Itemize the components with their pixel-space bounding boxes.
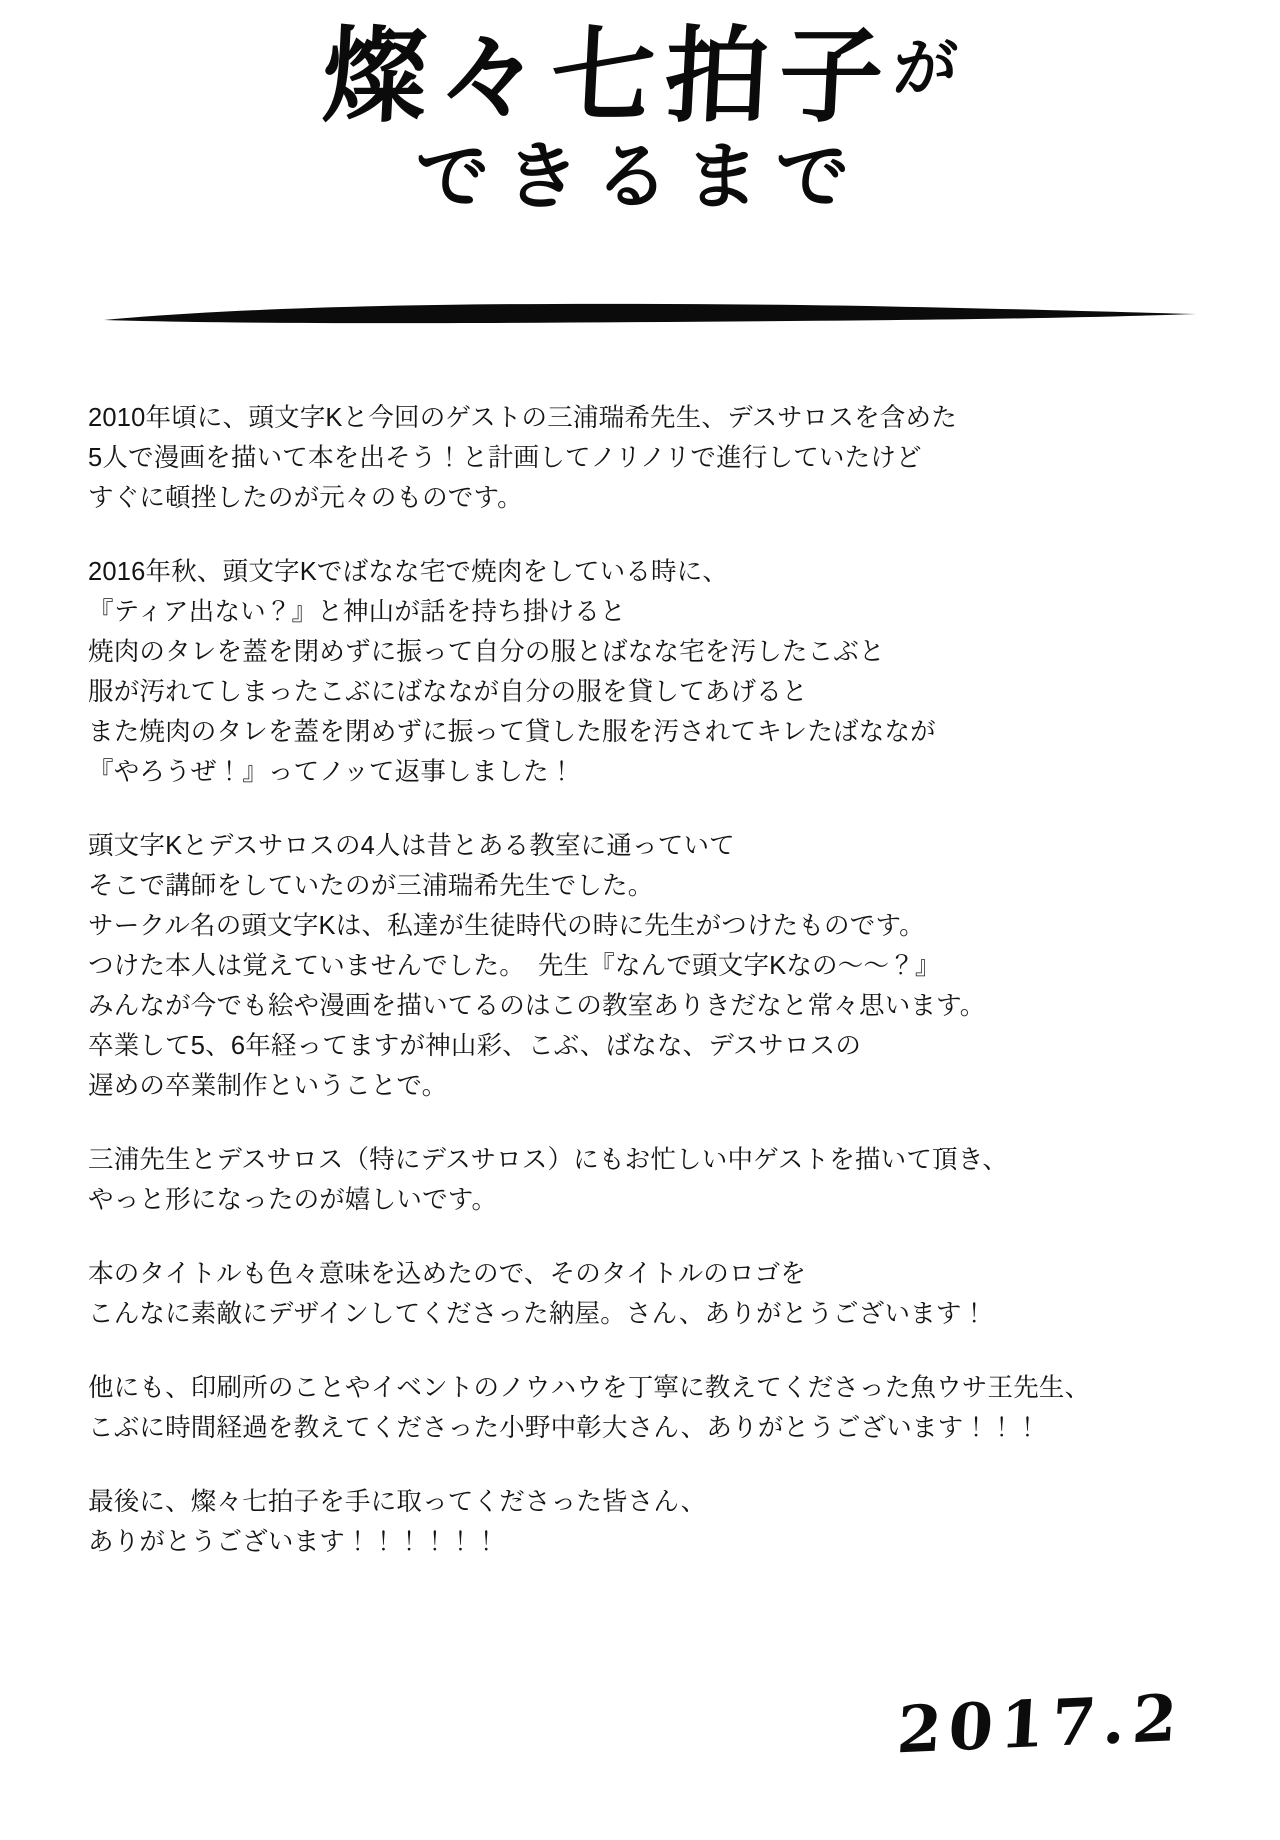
text-line: 卒業して5、6年経ってますが神山彩、こぶ、ばなな、デスサロスの (88, 1032, 862, 1060)
paragraph-3 (88, 826, 1198, 1106)
text-line: 2016年秋、頭文字Kでばなな宅で焼肉をしている時に、 (88, 558, 729, 586)
text-line: 『ティア出ない？』と神山が話を持ち掛けると (88, 598, 626, 626)
date-signature: 2017.2 (894, 1680, 1187, 1769)
title-underline-stroke (100, 300, 1200, 326)
title-main-line (0, 14, 1280, 137)
paragraph-1 (88, 398, 1198, 518)
afterword-body (88, 398, 1198, 1562)
title-logo (0, 14, 1280, 221)
text-line: 三浦先生とデスサロス（特にデスサロス）にもお忙しい中ゲストを描いて頂き、 (88, 1146, 1009, 1174)
text-line: みんなが今でも絵や漫画を描いてるのはこの教室ありきだなと常々思います。 (88, 992, 986, 1020)
text-line: やっと形になったのが嬉しいです。 (88, 1186, 498, 1214)
text-line: つけた本人は覚えていませんでした。 先生『なんで頭文字Kなの〜〜？』 (88, 952, 941, 980)
text-line: ありがとうございます！！！！！！ (88, 1528, 500, 1556)
text-line: そこで講師をしていたのが三浦瑞希先生でした。 (88, 872, 654, 900)
text-line: 本のタイトルも色々意味を込めたので、そのタイトルのロゴを (88, 1260, 807, 1288)
text-line: 5人で漫画を描いて本を出そう！と計画してノリノリで進行していたけど (88, 444, 922, 472)
title-sub-text: できるまで (413, 134, 867, 221)
text-line: サークル名の頭文字Kは、私達が生徒時代の時に先生がつけたものです。 (88, 912, 925, 940)
text-line: 最後に、燦々七拍子を手に取ってくださった皆さん、 (88, 1488, 707, 1516)
paragraph-4 (88, 1140, 1198, 1220)
text-line: 『やろうぜ！』ってノッて返事しました！ (88, 758, 575, 786)
title-main-text: 燦々七拍子 (319, 14, 897, 137)
text-line: 焼肉のタレを蓋を閉めずに振って自分の服とばなな宅を汚したこぶと (88, 638, 885, 666)
text-line: すぐに頓挫したのが元々のものです。 (88, 484, 523, 512)
title-main-tail: が (891, 31, 960, 106)
paragraph-5 (88, 1254, 1198, 1334)
text-line: こぶに時間経過を教えてくださった小野中彰大さん、ありがとうございます！！！ (88, 1414, 1041, 1442)
text-line: 遅めの卒業制作ということで。 (88, 1072, 448, 1100)
text-line: 他にも、印刷所のことやイベントのノウハウを丁寧に教えてくださった魚ウサ王先生、 (88, 1374, 1091, 1402)
text-line: 頭文字Kとデスサロスの4人は昔とある教室に通っていて (88, 832, 735, 860)
text-line: 2010年頃に、頭文字Kと今回のゲストの三浦瑞希先生、デスサロスを含めた (88, 404, 957, 432)
text-line: また焼肉のタレを蓋を閉めずに振って貸した服を汚されてキレたばななが (88, 718, 936, 746)
paragraph-6 (88, 1368, 1198, 1448)
text-line: こんなに素敵にデザインしてくださった納屋。さん、ありがとうございます！ (88, 1300, 988, 1328)
text-line: 服が汚れてしまったこぶにばななが自分の服を貸してあげると (88, 678, 808, 706)
paragraph-2 (88, 552, 1198, 792)
paragraph-7 (88, 1482, 1198, 1562)
